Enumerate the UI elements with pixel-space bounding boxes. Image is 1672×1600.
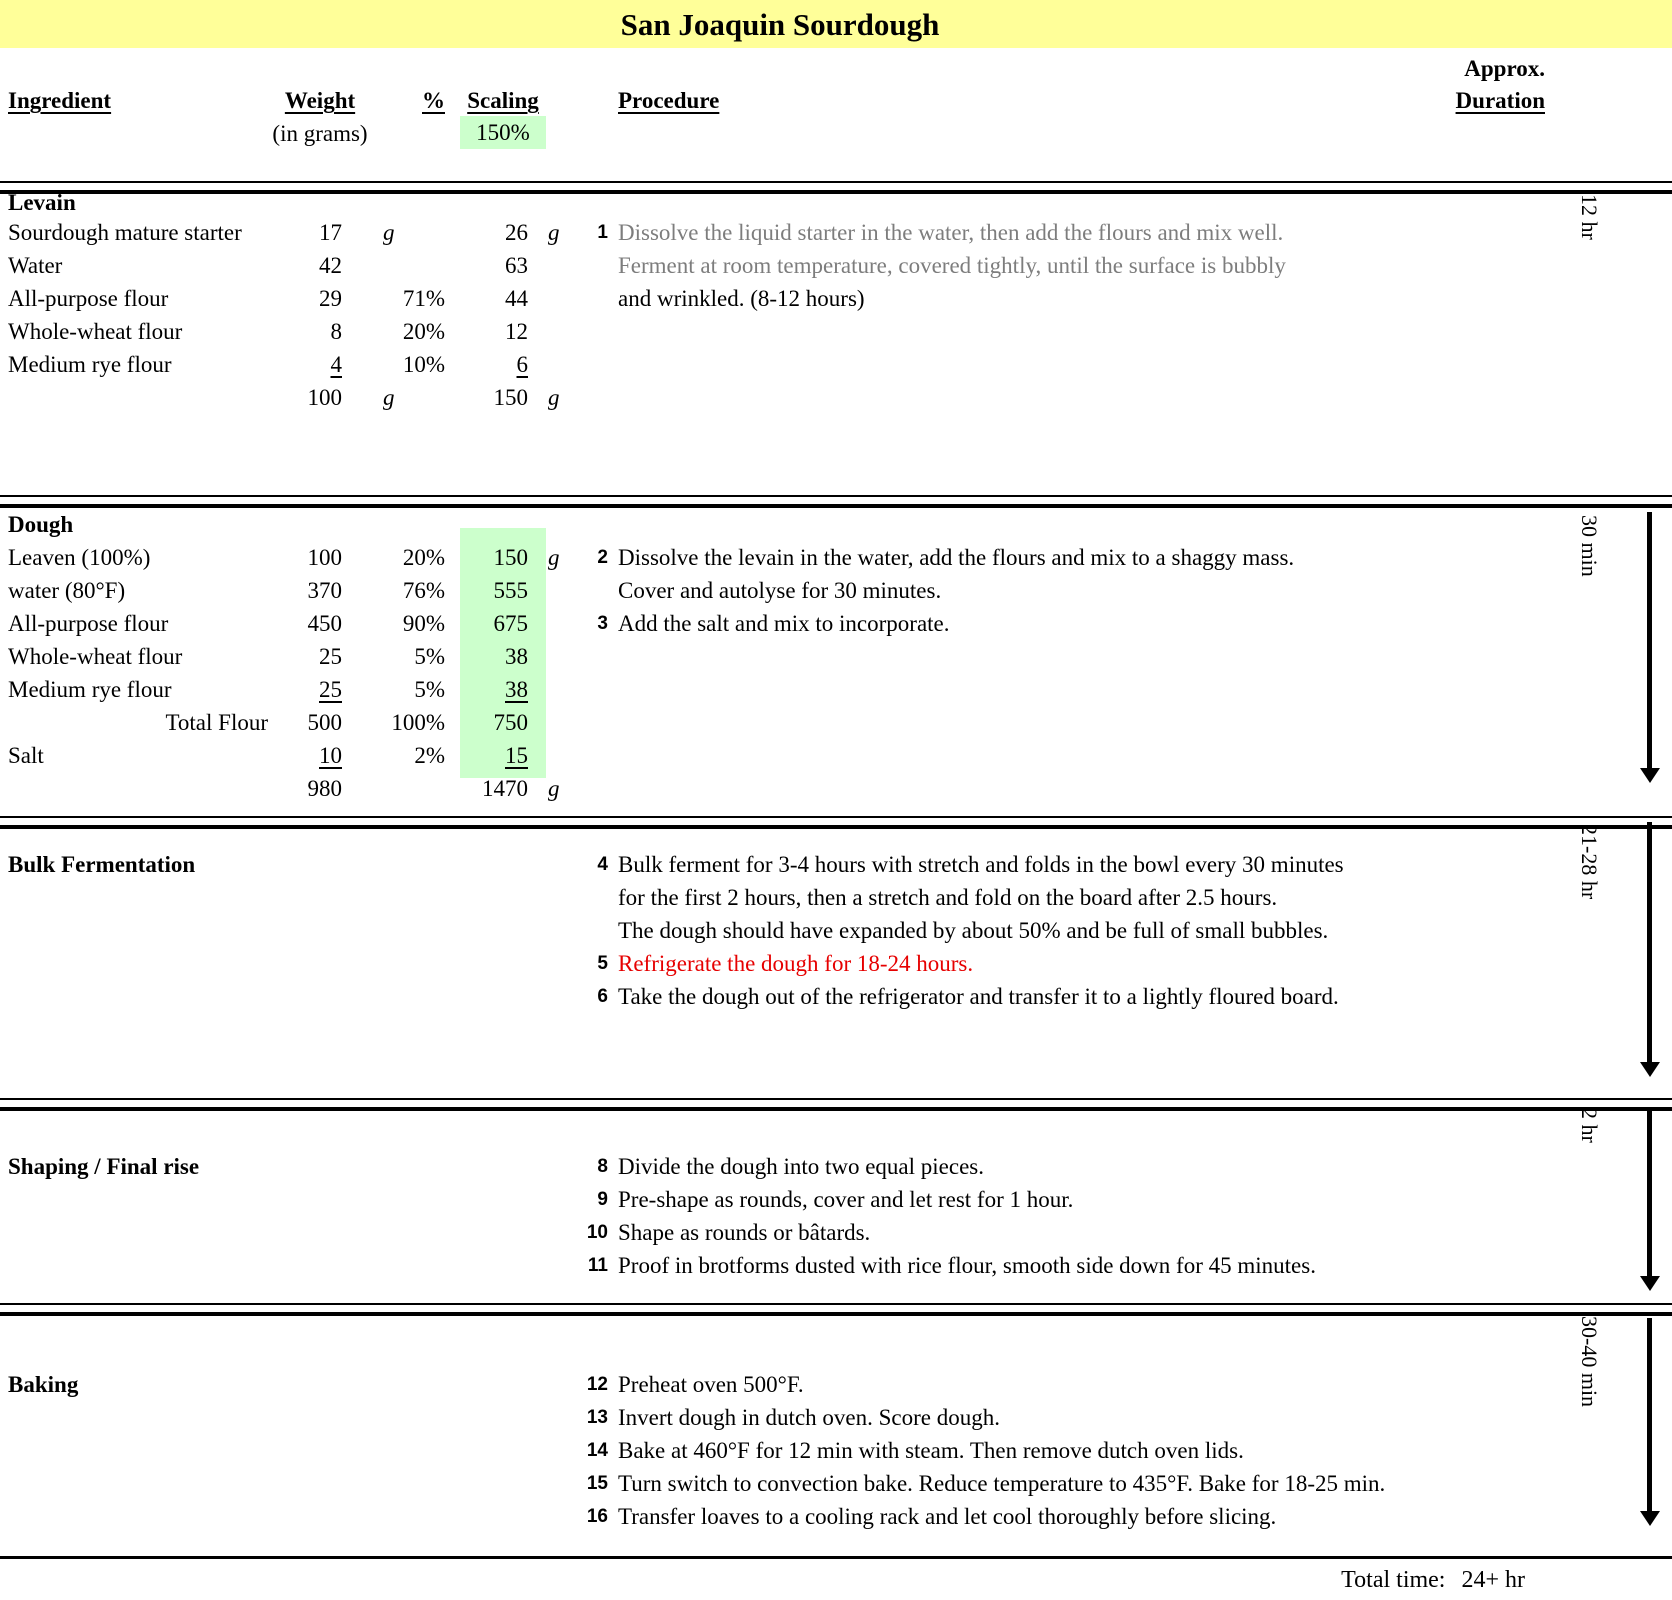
weight-value: 500: [307, 710, 342, 735]
table-row: [0, 282, 1672, 315]
section-label-baking: Baking: [8, 1372, 79, 1397]
weight-unit: g: [383, 385, 395, 410]
procedure-row: [0, 1434, 1672, 1467]
table-row: [0, 348, 1672, 381]
step-number: 10: [586, 1222, 608, 1243]
ingredient-name: All-purpose flour: [8, 286, 169, 311]
ingredient-name: Whole-wheat flour: [8, 319, 183, 344]
scaled-value: 38: [505, 644, 528, 669]
step-number: 1: [597, 222, 608, 243]
duration-column-header: Duration: [1455, 88, 1545, 113]
scaled-value: 38: [505, 677, 528, 702]
procedure-row: [0, 1467, 1672, 1500]
scaled-unit: g: [548, 776, 560, 801]
step-number: 14: [586, 1440, 608, 1461]
percent-value: 5%: [414, 677, 445, 702]
step-number: 11: [587, 1255, 608, 1276]
table-row: [0, 541, 1672, 574]
ingredient-name: Water: [8, 253, 63, 278]
percent-value: 100%: [391, 710, 445, 735]
column-header-row: [0, 84, 1672, 117]
section-label-levain: Levain: [8, 190, 76, 215]
table-row: [0, 574, 1672, 607]
procedure-step-line: Preheat oven 500°F.: [618, 1372, 804, 1397]
procedure-row: [0, 1368, 1672, 1401]
percent-value: 5%: [414, 644, 445, 669]
ingredient-name: Total Flour: [165, 710, 268, 735]
step-number: 12: [586, 1374, 608, 1395]
scaled-value: 6: [516, 352, 528, 377]
percent-value: 20%: [402, 319, 445, 344]
scaled-value: 15: [505, 743, 528, 768]
procedure-step-line: Bulk ferment for 3-4 hours with stretch and folds in the bowl every 30 minutes: [618, 852, 1344, 877]
total-time-value: 24+ hr: [1461, 1567, 1525, 1593]
scaled-value: 12: [505, 319, 528, 344]
weight-value: 25: [319, 644, 342, 669]
procedure-row: [0, 1500, 1672, 1533]
footer-divider: [0, 1556, 1672, 1559]
procedure-step-line: Transfer loaves to a cooling rack and let cool thoroughly before slicing.: [618, 1504, 1277, 1529]
percent-value: 71%: [402, 286, 445, 311]
approx-label: Approx.: [1464, 56, 1545, 81]
procedure-step-line: for the first 2 hours, then a stretch and fold on the board after 2.5 hours.: [618, 885, 1278, 910]
section-divider: [0, 1098, 1672, 1111]
duration-levain: 12 hr: [1577, 194, 1602, 240]
procedure-row: [0, 914, 1672, 947]
table-row: [0, 315, 1672, 348]
section-divider: [0, 816, 1672, 829]
step-number: 2: [597, 547, 608, 568]
scaled-value: 555: [493, 578, 528, 603]
weight-value: 370: [307, 578, 342, 603]
section-label-dough: Dough: [8, 512, 74, 537]
duration-dough: 30 min: [1577, 515, 1602, 577]
ingredient-name: water (80°F): [8, 578, 126, 603]
procedure-row: [0, 947, 1672, 980]
weight-value: 17: [319, 220, 342, 245]
procedure-step-line: The dough should have expanded by about 50% and be full of small bubbles.: [618, 918, 1329, 943]
table-row: [0, 249, 1672, 282]
table-row-total: [0, 381, 1672, 414]
procedure-step-line: Dissolve the levain in the water, add the flours and mix to a shaggy mass.: [618, 545, 1295, 570]
ingredient-name: Leaven (100%): [8, 545, 151, 570]
weight-value: 29: [319, 286, 342, 311]
section-label-bulk-fermentation: Bulk Fermentation: [8, 852, 196, 877]
column-subheader-row: [0, 117, 1672, 150]
table-row: [0, 706, 1672, 739]
table-row: [0, 739, 1672, 772]
scaled-value: 63: [505, 253, 528, 278]
ingredient-name: Whole-wheat flour: [8, 644, 183, 669]
weight-unit: g: [383, 220, 395, 245]
scaled-total: 150: [493, 385, 528, 410]
section-divider: [0, 495, 1672, 508]
duration-bulk-fermentation: 21-28 hr: [1577, 824, 1602, 900]
procedure-row: [0, 980, 1672, 1013]
percent-value: 20%: [402, 545, 445, 570]
procedure-step-line: Shape as rounds or bâtards.: [618, 1220, 871, 1245]
scaled-unit: g: [548, 385, 560, 410]
weight-unit-note: (in grams): [272, 121, 368, 146]
step-number: 5: [597, 953, 608, 974]
table-row: [0, 673, 1672, 706]
scaled-value: 26: [505, 220, 528, 245]
procedure-step-line: Cover and autolyse for 30 minutes.: [618, 578, 942, 603]
procedure-row: [0, 1183, 1672, 1216]
procedure-row: [0, 848, 1672, 881]
ingredient-name: All-purpose flour: [8, 611, 169, 636]
percent-value: 90%: [402, 611, 445, 636]
table-row: [0, 216, 1672, 249]
weight-total: 100: [307, 385, 342, 410]
page-title: San Joaquin Sourdough: [620, 7, 940, 42]
weight-value: 4: [330, 352, 342, 377]
procedure-step-line: Bake at 460°F for 12 min with steam. Then remove dutch oven lids.: [618, 1438, 1244, 1463]
procedure-column-header: Procedure: [618, 88, 720, 113]
weight-value: 8: [330, 319, 342, 344]
weight-total: 980: [307, 776, 342, 801]
step-number: 9: [597, 1189, 608, 1210]
step-number: 6: [597, 986, 608, 1007]
procedure-row: [0, 1216, 1672, 1249]
weight-value: 42: [319, 253, 342, 278]
ingredient-column-header: Ingredient: [8, 88, 112, 113]
scaled-unit: g: [548, 220, 560, 245]
scaled-value: 44: [505, 286, 528, 311]
ingredient-name: Salt: [8, 743, 44, 768]
procedure-step-line: and wrinkled. (8-12 hours): [618, 286, 865, 311]
weight-value: 25: [319, 677, 342, 702]
total-time-row: [1200, 1562, 1525, 1598]
total-time-label: Total time:: [1341, 1567, 1446, 1593]
scaled-value: 750: [493, 710, 528, 735]
procedure-row: [0, 1249, 1672, 1282]
section-divider: [0, 1303, 1672, 1316]
step-number: 13: [586, 1407, 608, 1428]
procedure-step-line: Dissolve the liquid starter in the water, then add the flours and mix well.: [618, 220, 1284, 245]
step-number: 4: [597, 854, 608, 875]
scaled-value: 675: [493, 611, 528, 636]
weight-value: 450: [307, 611, 342, 636]
duration-baking: 30-40 min: [1577, 1316, 1602, 1408]
scaled-value: 150: [493, 545, 528, 570]
procedure-step-line-warning: Refrigerate the dough for 18-24 hours.: [618, 951, 974, 976]
procedure-step-line: Turn switch to convection bake. Reduce temperature to 435°F. Bake for 18-25 min.: [618, 1471, 1386, 1496]
ingredient-name: Medium rye flour: [8, 352, 172, 377]
procedure-step-line: Invert dough in dutch oven. Score dough.: [618, 1405, 1000, 1430]
percent-value: 76%: [402, 578, 445, 603]
scaling-column-header: Scaling: [467, 88, 539, 113]
procedure-row: [0, 1401, 1672, 1434]
percent-value: 10%: [402, 352, 445, 377]
procedure-step-line: Ferment at room temperature, covered tightly, until the surface is bubbly: [618, 253, 1286, 278]
percent-value: 2%: [414, 743, 445, 768]
scaled-unit: g: [548, 545, 560, 570]
ingredient-name: Sourdough mature starter: [8, 220, 242, 245]
duration-shaping: 2 hr: [1577, 1108, 1602, 1143]
step-number: 8: [597, 1156, 608, 1177]
section-divider: [0, 181, 1672, 194]
step-number: 3: [597, 613, 608, 634]
procedure-step-line: Divide the dough into two equal pieces.: [618, 1154, 985, 1179]
scaled-total: 1470: [482, 776, 528, 801]
step-number: 15: [586, 1473, 608, 1494]
procedure-step-line: Take the dough out of the refrigerator and transfer it to a lightly floured board.: [618, 984, 1339, 1009]
table-row: [0, 640, 1672, 673]
procedure-step-line: Add the salt and mix to incorporate.: [618, 611, 950, 636]
procedure-row: [0, 1150, 1672, 1183]
procedure-row: [0, 881, 1672, 914]
scaling-value-cell[interactable]: 150%: [460, 116, 546, 149]
procedure-step-line: Pre-shape as rounds, cover and let rest for 1 hour.: [618, 1187, 1074, 1212]
ingredient-name: Medium rye flour: [8, 677, 172, 702]
step-number: 16: [586, 1506, 608, 1527]
weight-column-header: Weight: [284, 88, 356, 113]
weight-value: 100: [307, 545, 342, 570]
table-row: [0, 607, 1672, 640]
table-row-total: [0, 772, 1672, 805]
section-label-shaping: Shaping / Final rise: [8, 1154, 200, 1179]
percent-column-header: %: [422, 88, 445, 113]
procedure-step-line: Proof in brotforms dusted with rice flour, smooth side down for 45 minutes.: [618, 1253, 1316, 1278]
weight-value: 10: [319, 743, 342, 768]
